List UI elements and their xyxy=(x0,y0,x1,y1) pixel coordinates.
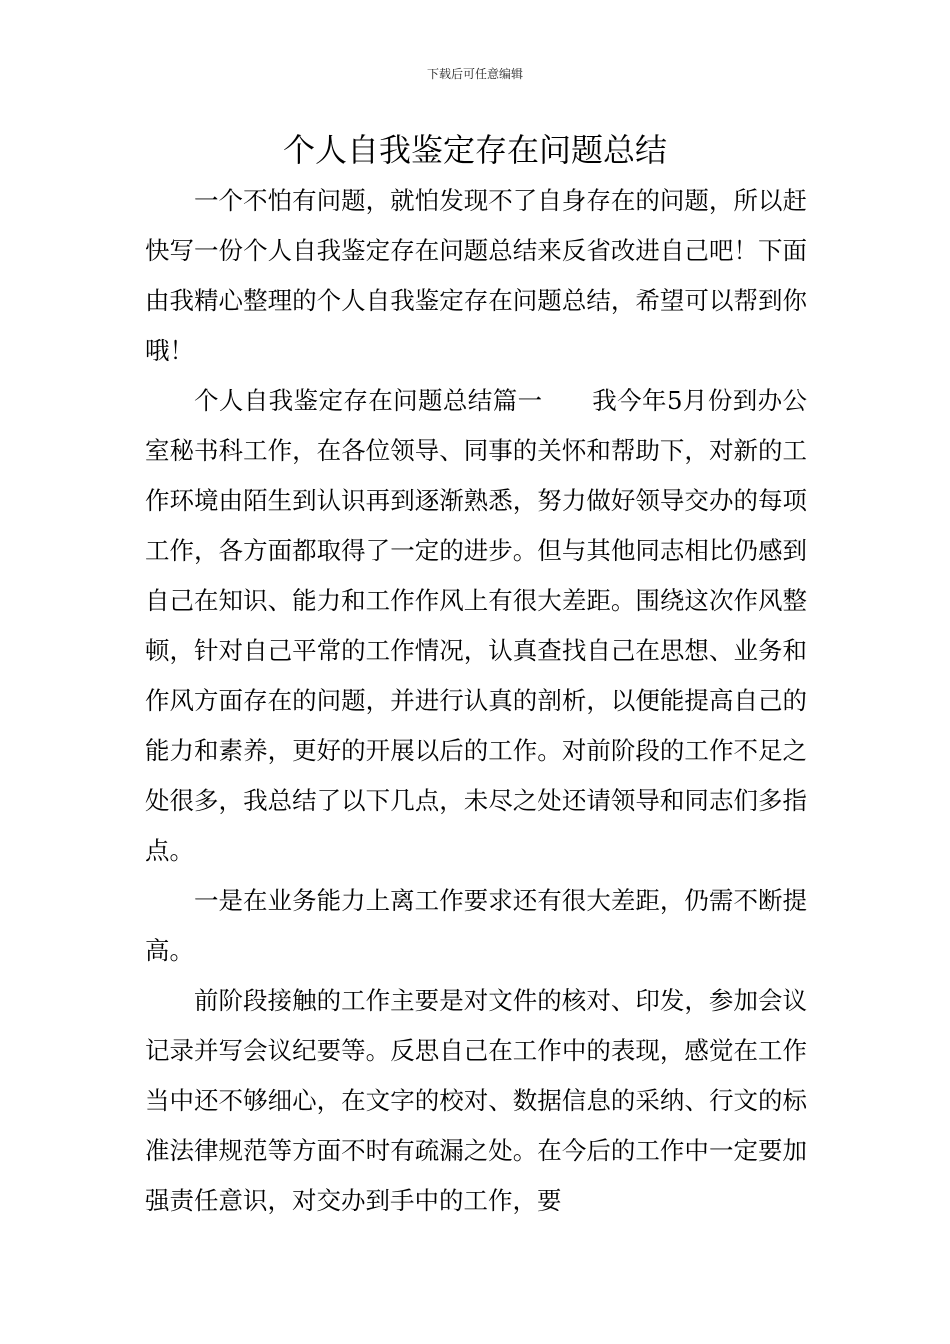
paragraph-point-one: 一是在业务能力上离工作要求还有很大差距，仍需不断提高。 xyxy=(145,886,807,965)
header-note: 下载后可任意编辑 xyxy=(426,67,523,81)
paragraph-section-one: 个人自我鉴定存在问题总结篇一 我今年5月份到办公室秘书科工作，在各位领导、同事的关怀和帮助下，对新的工作环境由陌生到认识再到逐渐熟悉，努力做好领导交办的每项工作，各方面都取得了一定的进步。但与其他同志相比仍感到自己在知识、能力和工作作风上有很大差距。围绕这次作风整顿，针对自己平常的工作情况，认真查找自己在思想、业务和作风方面存在的问题，并进行认真的剖析，以便能提高自己的能力和素养，更好的开展以后的工作。对前阶段的工作不足之处很多，我总结了以下几点，未尽之处还请领导和同志们多指点。 xyxy=(145,386,807,865)
paragraph-intro: 一个不怕有问题，就怕发现不了自身存在的问题，所以赶快写一份个人自我鉴定存在问题总结来反省改进自己吧！下面由我精心整理的个人自我鉴定存在问题总结，希望可以帮到你哦！ xyxy=(145,186,807,365)
paragraph-detail: 前阶段接触的工作主要是对文件的核对、印发，参加会议记录并写会议纪要等。反思自己在工作中的表现，感觉在工作当中还不够细心，在文字的校对、数据信息的采纳、行文的标准法律规范等方面不时有疏漏之处。在今后的工作中一定要加强责任意识，对交办到手中的工作，要 xyxy=(145,986,807,1215)
document-body xyxy=(145,176,807,1226)
document-title: 个人自我鉴定存在问题总结 xyxy=(282,131,667,169)
